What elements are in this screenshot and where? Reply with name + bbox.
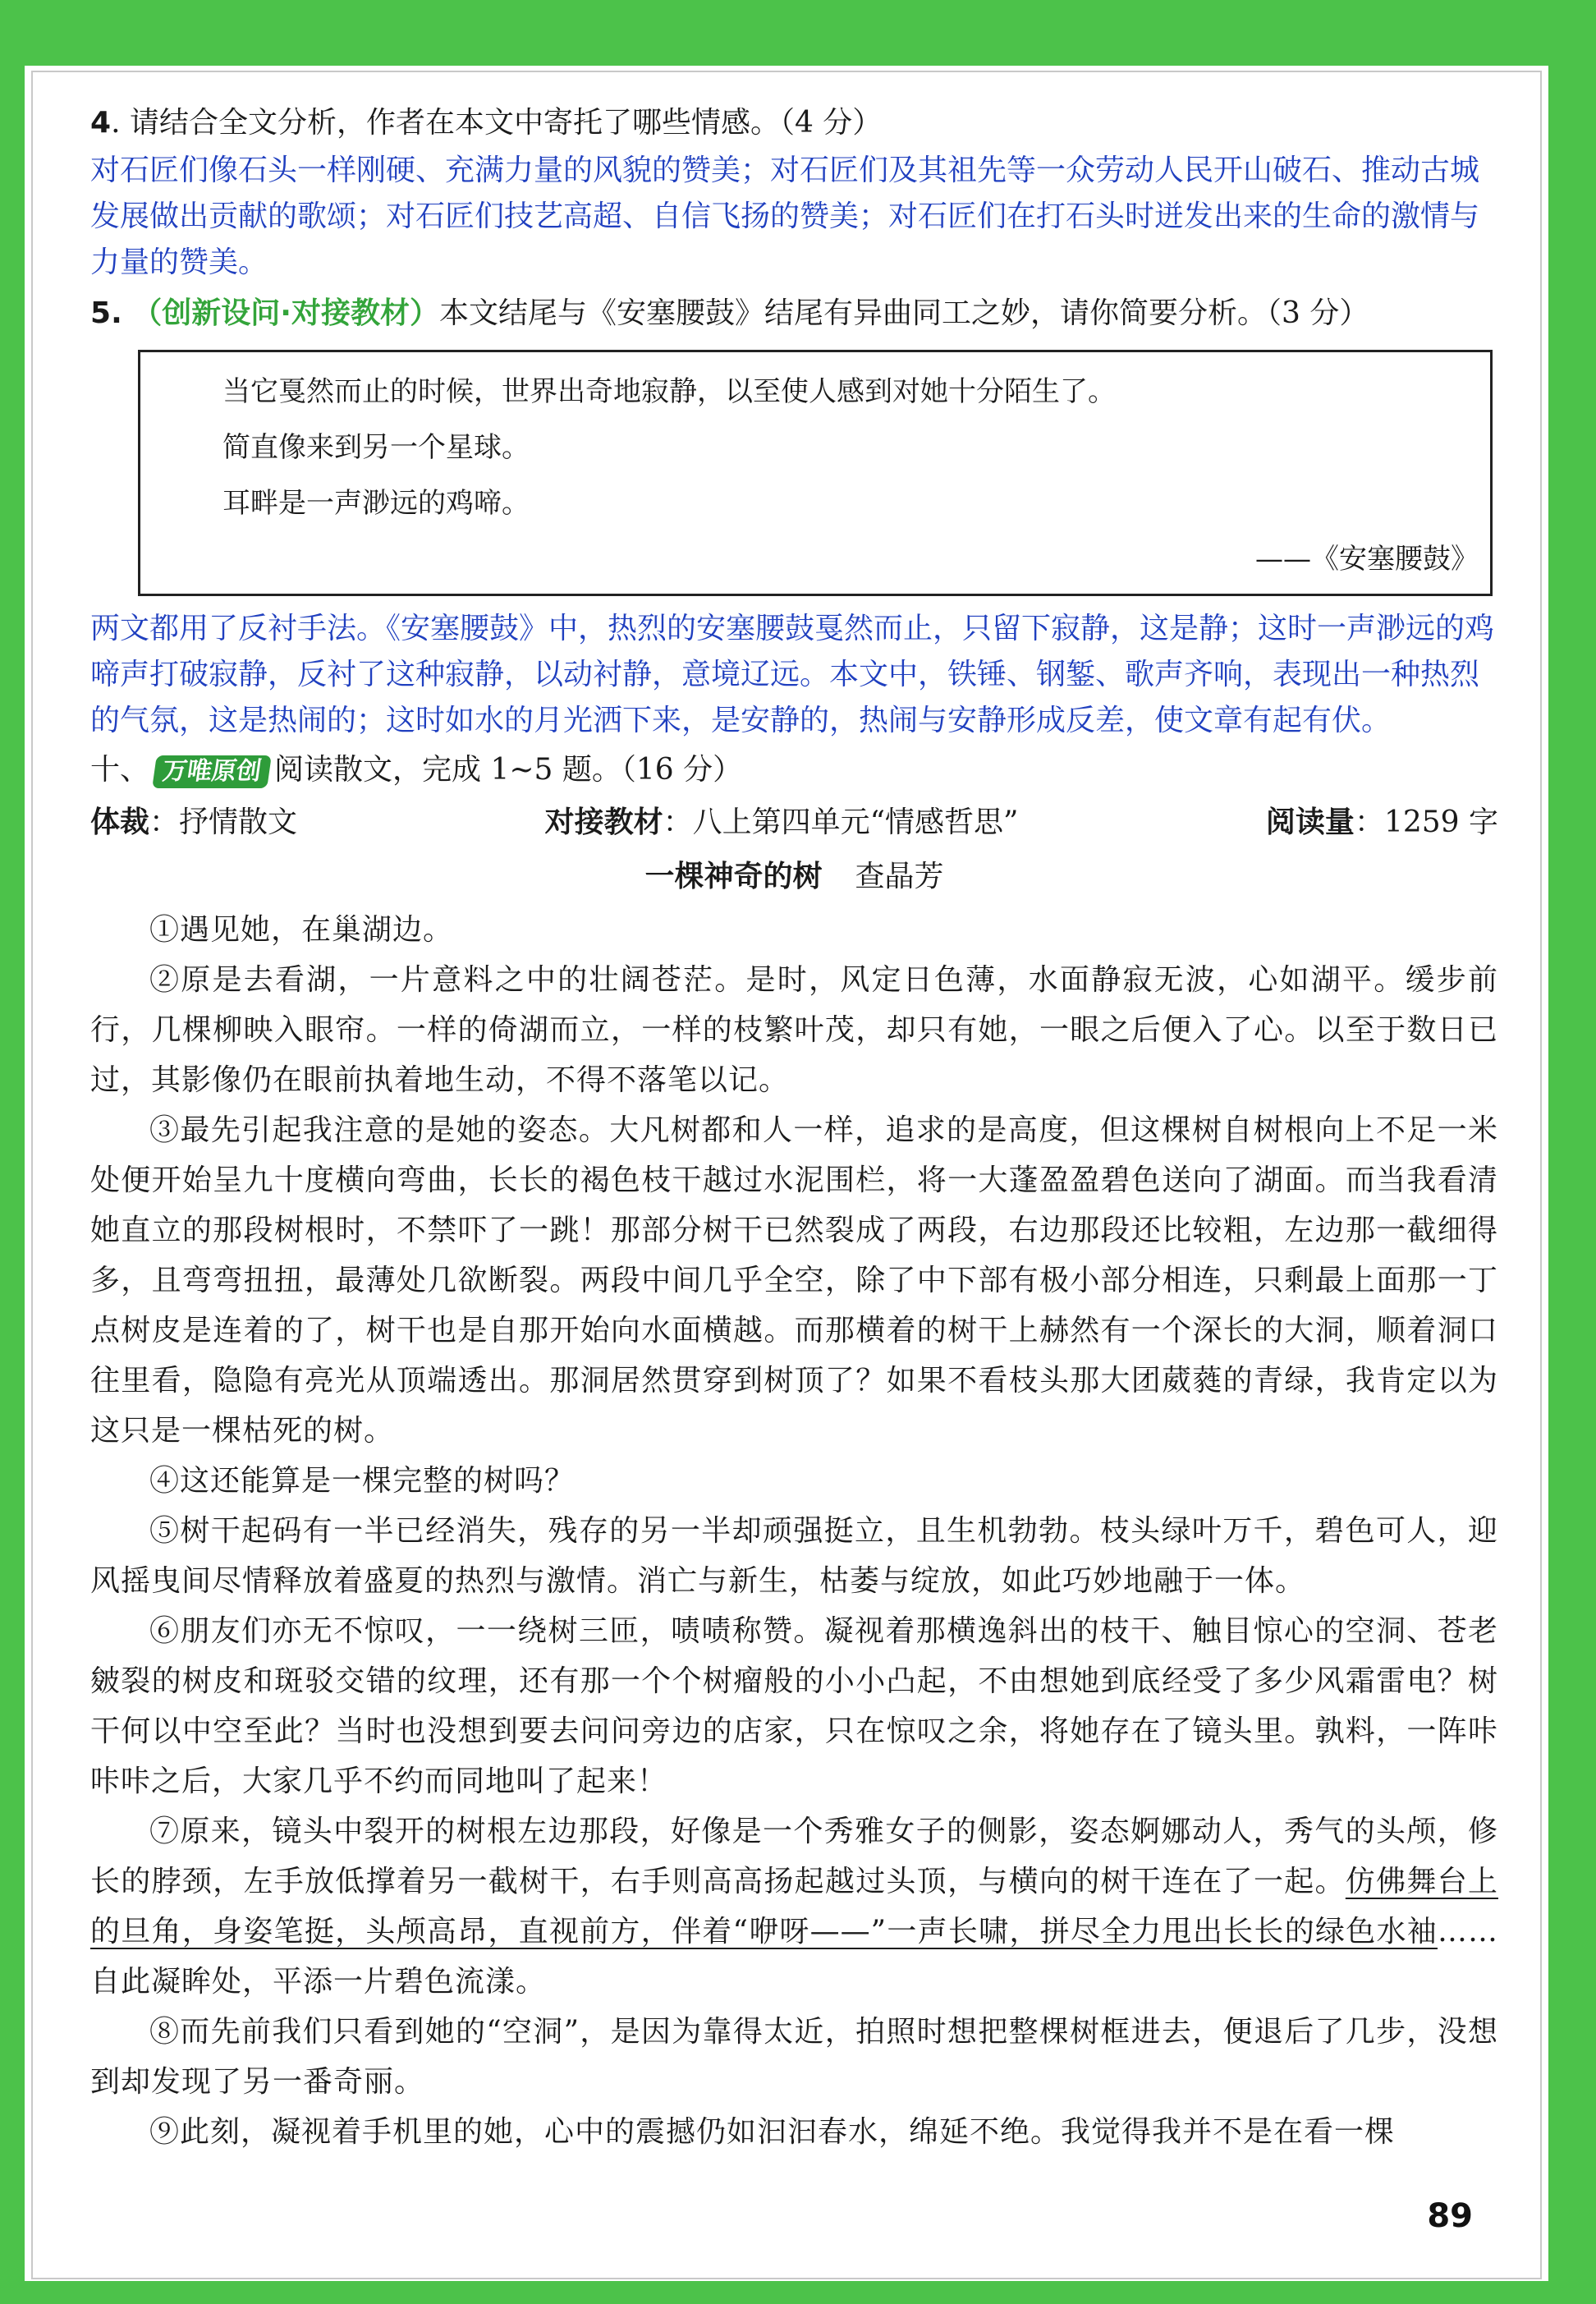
underlined-sentence: 仿佛舞台上的旦角，身姿笔挺，头颅高昂，直视前方，伴着“咿呀——”一声长啸，拼尽全力甩出长长的绿色水袖	[90, 1865, 1498, 1948]
textbook-link: 对接教材：八上第四单元“情感哲思”	[544, 805, 1019, 839]
quote-source: ——《安塞腰鼓》	[1255, 543, 1479, 576]
quote-box	[138, 350, 1493, 596]
question-number: 5	[90, 296, 112, 330]
paragraph-8: ⑧而先前我们只看到她的“空洞”，是因为靠得太近，拍照时想把整棵树框进去，便退后了几步，没想到却发现了另一番奇丽。	[90, 2015, 1498, 2099]
article-author: 查晶芳	[855, 860, 944, 893]
page-content	[90, 99, 1498, 2157]
paragraph-4: ④这还能算是一棵完整的树吗？	[149, 1464, 576, 1498]
paragraph-3: ③最先引起我注意的是她的姿态。大凡树都和人一样，追求的是高度，但这棵树自树根向上不足一米处便开始呈九十度横向弯曲，长长的褐色枝干越过水泥围栏，将一大蓬盈盈碧色送向了湖面。而当我看清她直立的那段树根时，不禁吓了一跳！那部分树干已然裂成了两段，右边那段还比较粗，左边那一截细得多，且弯弯扭扭，最薄处几欲断裂。两段中间几乎全空，除了中下部有极小部分相连，只剩最上面那一丁点树皮是连着的了，树干也是自那开始向水面横越。而那横着的树干上赫然有一个深长的大洞，顺着洞口往里看，隐隐有亮光从顶端透出。那洞居然贯穿到树顶了？如果不看枝头那大团葳蕤的青绿，我肯定以为这只是一棵枯死的树。	[90, 1113, 1498, 1448]
page-number: 89	[1427, 2197, 1473, 2235]
question-text: . 请结合全文分析，作者在本文中寄托了哪些情感。（4 分）	[111, 106, 883, 140]
paragraph-6: ⑥朋友们亦无不惊叹，一一绕树三匝，啧啧称赞。凝视着那横逸斜出的枝干、触目惊心的空洞、苍老皴裂的树皮和斑驳交错的纹理，还有那一个个树瘤般的小小凸起，不由想她到底经受了多少风霜雷电？树干何以中空至此？当时也没想到要去问问旁边的店家，只在惊叹之余，将她存在了镜头里。孰料，一阵咔咔咔之后，大家几乎不约而同地叫了起来！	[90, 1614, 1498, 1798]
reading-meta	[90, 796, 1498, 849]
question-tag: （创新设问·对接教材）	[132, 296, 439, 330]
paragraph-1: ①遇见她，在巢湖边。	[149, 913, 454, 947]
word-count: 阅读量：1259 字	[1265, 805, 1498, 839]
article-title: 一棵神奇的树	[644, 860, 823, 893]
question-text: 本文结尾与《安塞腰鼓》结尾有异曲同工之妙，请你简要分析。（3 分）	[438, 296, 1369, 330]
section-heading	[90, 744, 1498, 796]
answer-4: 对石匠们像石头一样刚硬、充满力量的风貌的赞美；对石匠们及其祖先等一众劳动人民开山破石、推动古城发展做出贡献的歌颂；对石匠们技艺高超、自信飞扬的赞美；对石匠们在打石头时迸发出来的生命的激情与力量的赞美。	[90, 154, 1480, 279]
paragraph-2: ②原是去看湖，一片意料之中的壮阔苍茫。是时，风定日色薄，水面静寂无波，心如湖平。缓步前行，几棵柳映入眼帘。一样的倚湖而立，一样的枝繁叶茂，却只有她，一眼之后便入了心。以至于数日已过，其影像仍在眼前执着地生动，不得不落笔以记。	[90, 963, 1498, 1097]
question-5: 5. （创新设问·对接教材）本文结尾与《安塞腰鼓》结尾有异曲同工之妙，请你简要分析。（3 分）	[90, 296, 1369, 330]
article-title-line	[90, 849, 1498, 905]
quote-line: 当它戛然而止的时候，世界出奇地寂静，以至使人感到对她十分陌生了。	[222, 375, 1116, 408]
section-text: 阅读散文，完成 1~5 题。（16 分）	[274, 753, 743, 787]
paragraph-5: ⑤树干起码有一半已经消失，残存的另一半却顽强挺立，且生机勃勃。枝头绿叶万千，碧色可人，迎风摇曳间尽情释放着盛夏的热烈与激情。消亡与新生，枯萎与绽放，如此巧妙地融于一体。	[90, 1514, 1498, 1598]
answer-5: 两文都用了反衬手法。《安塞腰鼓》中，热烈的安塞腰鼓戛然而止，只留下寂静，这是静；这时一声渺远的鸡啼声打破寂静，反衬了这种寂静，以动衬静，意境辽远。本文中，铁锤、钢錾、歌声齐响，表现出一种热烈的气氛，这是热闹的；这时如水的月光洒下来，是安静的，热闹与安静形成反差，使文章有起有伏。	[90, 612, 1495, 737]
genre: 体裁：抒情散文	[90, 805, 298, 839]
quote-line: 耳畔是一声渺远的鸡啼。	[222, 487, 530, 520]
question-4	[90, 99, 1498, 148]
brand-logo: 万唯原创	[152, 755, 272, 788]
paragraph-9: ⑨此刻，凝视着手机里的她，心中的震撼仍如汩汩春水，绵延不绝。我觉得我并不是在看一棵	[149, 2115, 1396, 2149]
paragraph-7: ⑦原来，镜头中裂开的树根左边那段，好像是一个秀雅女子的侧影，姿态婀娜动人，秀气的头颅，修长的脖颈，左手放低撑着另一截树干，右手则高高扬起越过头顶，与横向的树干连在了一起。仿佛舞台上的旦角，身姿笔挺，头颅高昂，直视前方，伴着“咿呀——”一声长啸，拼尽全力甩出长长的绿色水袖……自此凝眸处，平添一片碧色流漾。	[90, 1815, 1498, 1999]
section-number: 十、	[90, 753, 150, 787]
question-number: 4	[90, 106, 112, 140]
quote-line: 简直像来到另一个星球。	[222, 431, 530, 464]
